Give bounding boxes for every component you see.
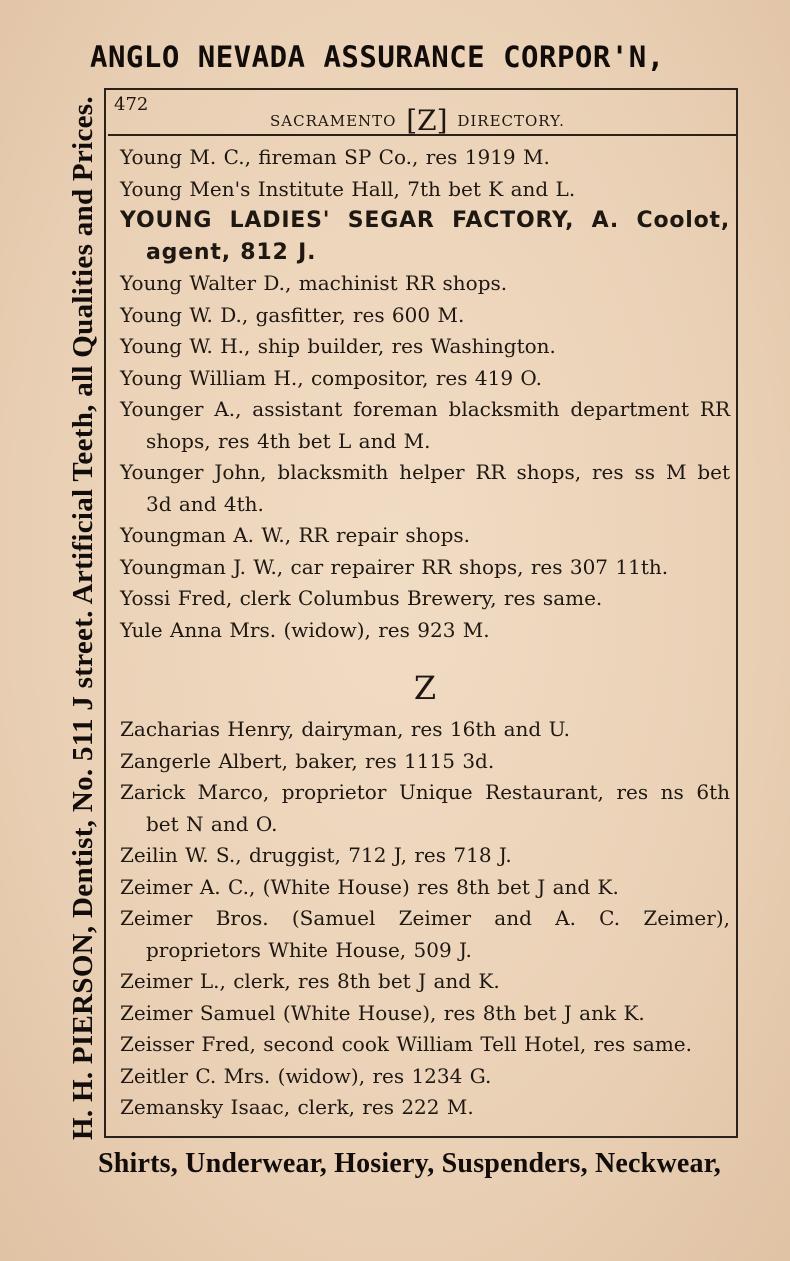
directory-entry: Younger A., assistant foreman blacksmith department RR shops, res 4th bet L and M. (120, 397, 730, 453)
page-number: 472 (114, 94, 149, 115)
directory-entry: Zeimer Bros. (Samuel Zeimer and A. C. Zeimer), proprietors White House, 509 J. (120, 906, 730, 962)
directory-entry: Young W. H., ship builder, res Washington. (120, 334, 556, 358)
directory-entry: Young Men's Institute Hall, 7th bet K and L. (120, 176, 576, 201)
bottom-advertisement: Shirts, Underwear, Hosiery, Suspenders, Neckwear, (98, 1148, 721, 1179)
directory-entry: Zarick Marco, proprietor Unique Restaurant, res ns 6th bet N and O. (120, 780, 730, 836)
directory-entry: Yossi Fred, clerk Columbus Brewery, res same. (120, 586, 603, 610)
running-header-letter: [Z] (406, 104, 448, 137)
running-header-city: SACRAMENTO (270, 112, 397, 130)
running-header-title: DIRECTORY. (457, 112, 565, 130)
footer-rule (104, 1136, 738, 1138)
directory-entry: Zeitler C. Mrs. (widow), res 1234 G. (120, 1063, 492, 1088)
section-letter-heading: Z (413, 669, 437, 707)
frame-top-rule (104, 88, 738, 90)
directory-entry: Young M. C., fireman SP Co., res 1919 M. (120, 145, 550, 169)
directory-entry: Yule Anna Mrs. (widow), res 923 M. (120, 617, 490, 642)
directory-entry: Young Walter D., machinist RR shops. (120, 271, 508, 295)
frame-left-rule (104, 88, 106, 1138)
directory-entry: Zacharias Henry, dairyman, res 16th and U. (120, 717, 570, 741)
directory-entry: Zeisser Fred, second cook William Tell Hotel, res same. (120, 1032, 692, 1056)
directory-entry-advertiser: YOUNG LADIES' SEGAR FACTORY, A. Coolot, agent, 812 J. (120, 208, 730, 265)
frame-right-rule (736, 88, 738, 1138)
directory-entry: Zeilin W. S., druggist, 712 J, res 718 J. (120, 843, 512, 867)
directory-entry: Young William H., compositor, res 419 O. (120, 365, 542, 390)
directory-entry: Youngman J. W., car repairer RR shops, res 307 11th. (120, 554, 669, 579)
directory-entry: Zeimer Samuel (White House), res 8th bet J ank K. (120, 1000, 645, 1025)
directory-entry: Youngman A. W., RR repair shops. (120, 523, 471, 547)
directory-entry: Young W. D., gasfitter, res 600 M. (120, 302, 465, 327)
directory-entry: Younger John, blacksmith helper RR shops, res ss M bet 3d and 4th. (120, 460, 730, 516)
side-advertisement: H. H. PIERSON, Dentist, No. 511 J street. Artificial Teeth, all Qualities and Prices. (67, 96, 99, 1140)
directory-listing (120, 142, 730, 1124)
directory-entry: Zemansky Isaac, clerk, res 222 M. (120, 1095, 474, 1119)
directory-entry: Zeimer A. C., (White House) res 8th bet J and K. (120, 874, 619, 899)
running-header (270, 100, 565, 137)
directory-entry: Zangerle Albert, baker, res 1115 3d. (120, 748, 495, 773)
top-advertisement: ANGLO NEVADA ASSURANCE CORPOR'N, (90, 40, 665, 74)
directory-entry: Zeimer L., clerk, res 8th bet J and K. (120, 969, 500, 993)
